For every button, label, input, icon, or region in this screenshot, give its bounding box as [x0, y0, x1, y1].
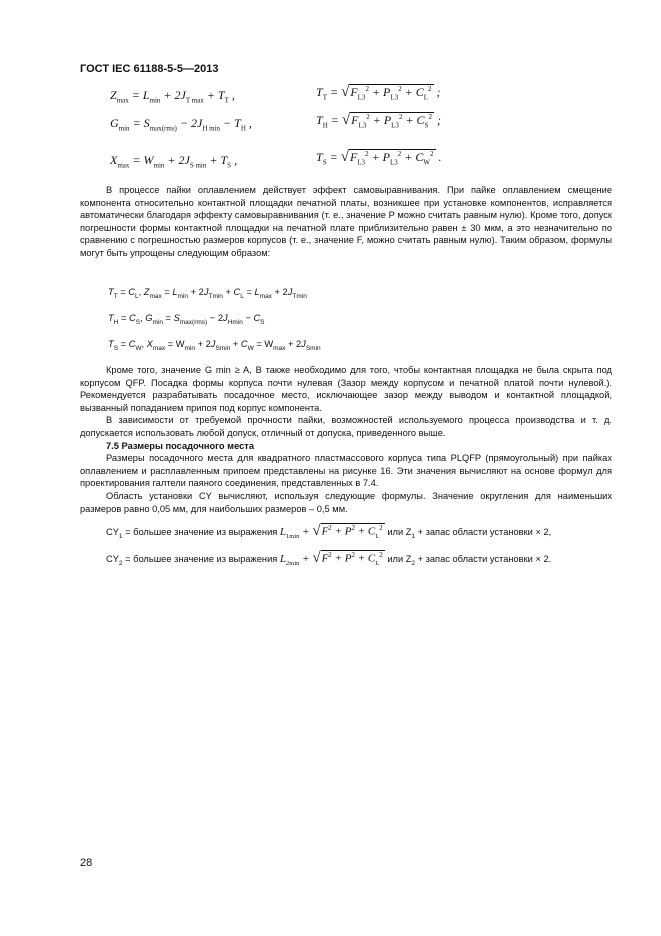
formula-t-s: $T_S = √F_{L3}^2 + P_{L3}^2 + C_W^2$ .: [316, 149, 442, 167]
page-number: 28: [80, 857, 93, 869]
paragraph-text: Область установки CY вычисляют, используя следующие формулы. Значение округления для наименьших размеров равно 0,05 мм, для наибольших размеров – 0,5 мм.: [80, 490, 612, 514]
simplified-formula-2: $T_H = C_S$, $G_{min} = S_{max(rms)} - 2J_{Hmin} - C_S$: [108, 313, 265, 326]
paragraph-text: В зависимости от требуемой прочности пайки, возможностей используемого процесса производства и т. д. допускается использовать любой допуск, отличный от допуска, приведенного выше.: [80, 415, 612, 438]
paragraph-text: В процессе пайки оплавлением действует эффект самовыравнивания. При пайке оплавлением смещение компонента относительно контактной площадки печатной платы, возникшее при установке компонентов, исправляется автоматически благодаря эффекту самовыравнивания (т. е., значение P можно считать равным нулю). Кроме того, допуск погрешности формы контактной площадки на печатной плате приблизительно равен ± 30 мкм, а это незначительно по сравнению с погрешностью размеров корпусов (т. е., значение F, можно считать равным нулю). Таким образом, формулы могут быть упрощены следующим образом:: [80, 185, 612, 258]
formula-t-t: $T_T = √F_{L3}^2 + P_{L3}^2 + C_L^2$ ;: [316, 84, 441, 102]
paragraph-text: Кроме того, значение G min ≥ A, В также необходимо для того, чтобы контактная площадка не была скрыта под корпусом QFP. Посадка формы корпуса почти нулевая (Зазор между корпусом и печатной платой почти нулевой.). Рекомендуется разрабатывать посадочное место, исключающее зазор между выводом и контактной площадкой, вызванный попаданием припоя под корпус компонента.: [80, 365, 612, 413]
document-header: ГОСТ IEC 61188-5-5—2013: [80, 63, 219, 75]
paragraph-self-alignment: [80, 184, 612, 260]
simplified-formula-1: $T_T = C_L$, $Z_{max} = L_{min} + 2J_{Tmin} + C_L = L_{max} + 2J_{Tmin}$: [108, 287, 307, 300]
section-title: 7.5 Размеры посадочного места: [106, 440, 255, 451]
formula-t-h: $T_H = √F_{L3}^2 + P_{L3}^2 + C_S^2$ ;: [316, 112, 441, 130]
formula-z-max: $Z_{max} = L_{min} + 2J_{T max} + T_T$ ,: [110, 88, 235, 105]
simplified-formula-3: $T_S = C_W$, $X_{max} = W_{min} + 2J_{Smin} + C_W = W_{max} + 2J_{Smin}$: [108, 339, 321, 352]
paragraph-text: Размеры посадочного места для квадратного пластмассового корпуса типа PLQFP (прямоугольный) при пайках оплавлением и расплавленным припоем представлены на рисунке 16. Эти значения вычисляют на основе формул для проектирования галтели паяного соединения, представленных в 7.4.: [80, 453, 612, 489]
cy2-expression: $L_{2min} + √F^2 + P^2 + C_L^2$: [279, 550, 383, 568]
cy1-expression: $L_{1min} + √F^2 + P^2 + C_L^2$: [279, 523, 383, 541]
cy2-formula: $CY_2$ = большее значение из выражения $L_{2min} + √F^2 + P^2 + C_L^2$ или $Z_2$ + запас области установки × 2.: [106, 550, 552, 568]
paragraph-gmin: [80, 364, 612, 515]
cy1-formula: $CY_1$ = большее значение из выражения $L_{1min} + √F^2 + P^2 + C_L^2$ или $Z_1$ + запас области установки × 2,: [106, 523, 552, 541]
formula-x-max: $X_{max} = W_{min} + 2J_{S min} + T_S$ ,: [110, 153, 238, 170]
formula-g-min: $G_{min} = S_{max(rms)} - 2J_{H min} - T_H$ ,: [110, 116, 252, 133]
